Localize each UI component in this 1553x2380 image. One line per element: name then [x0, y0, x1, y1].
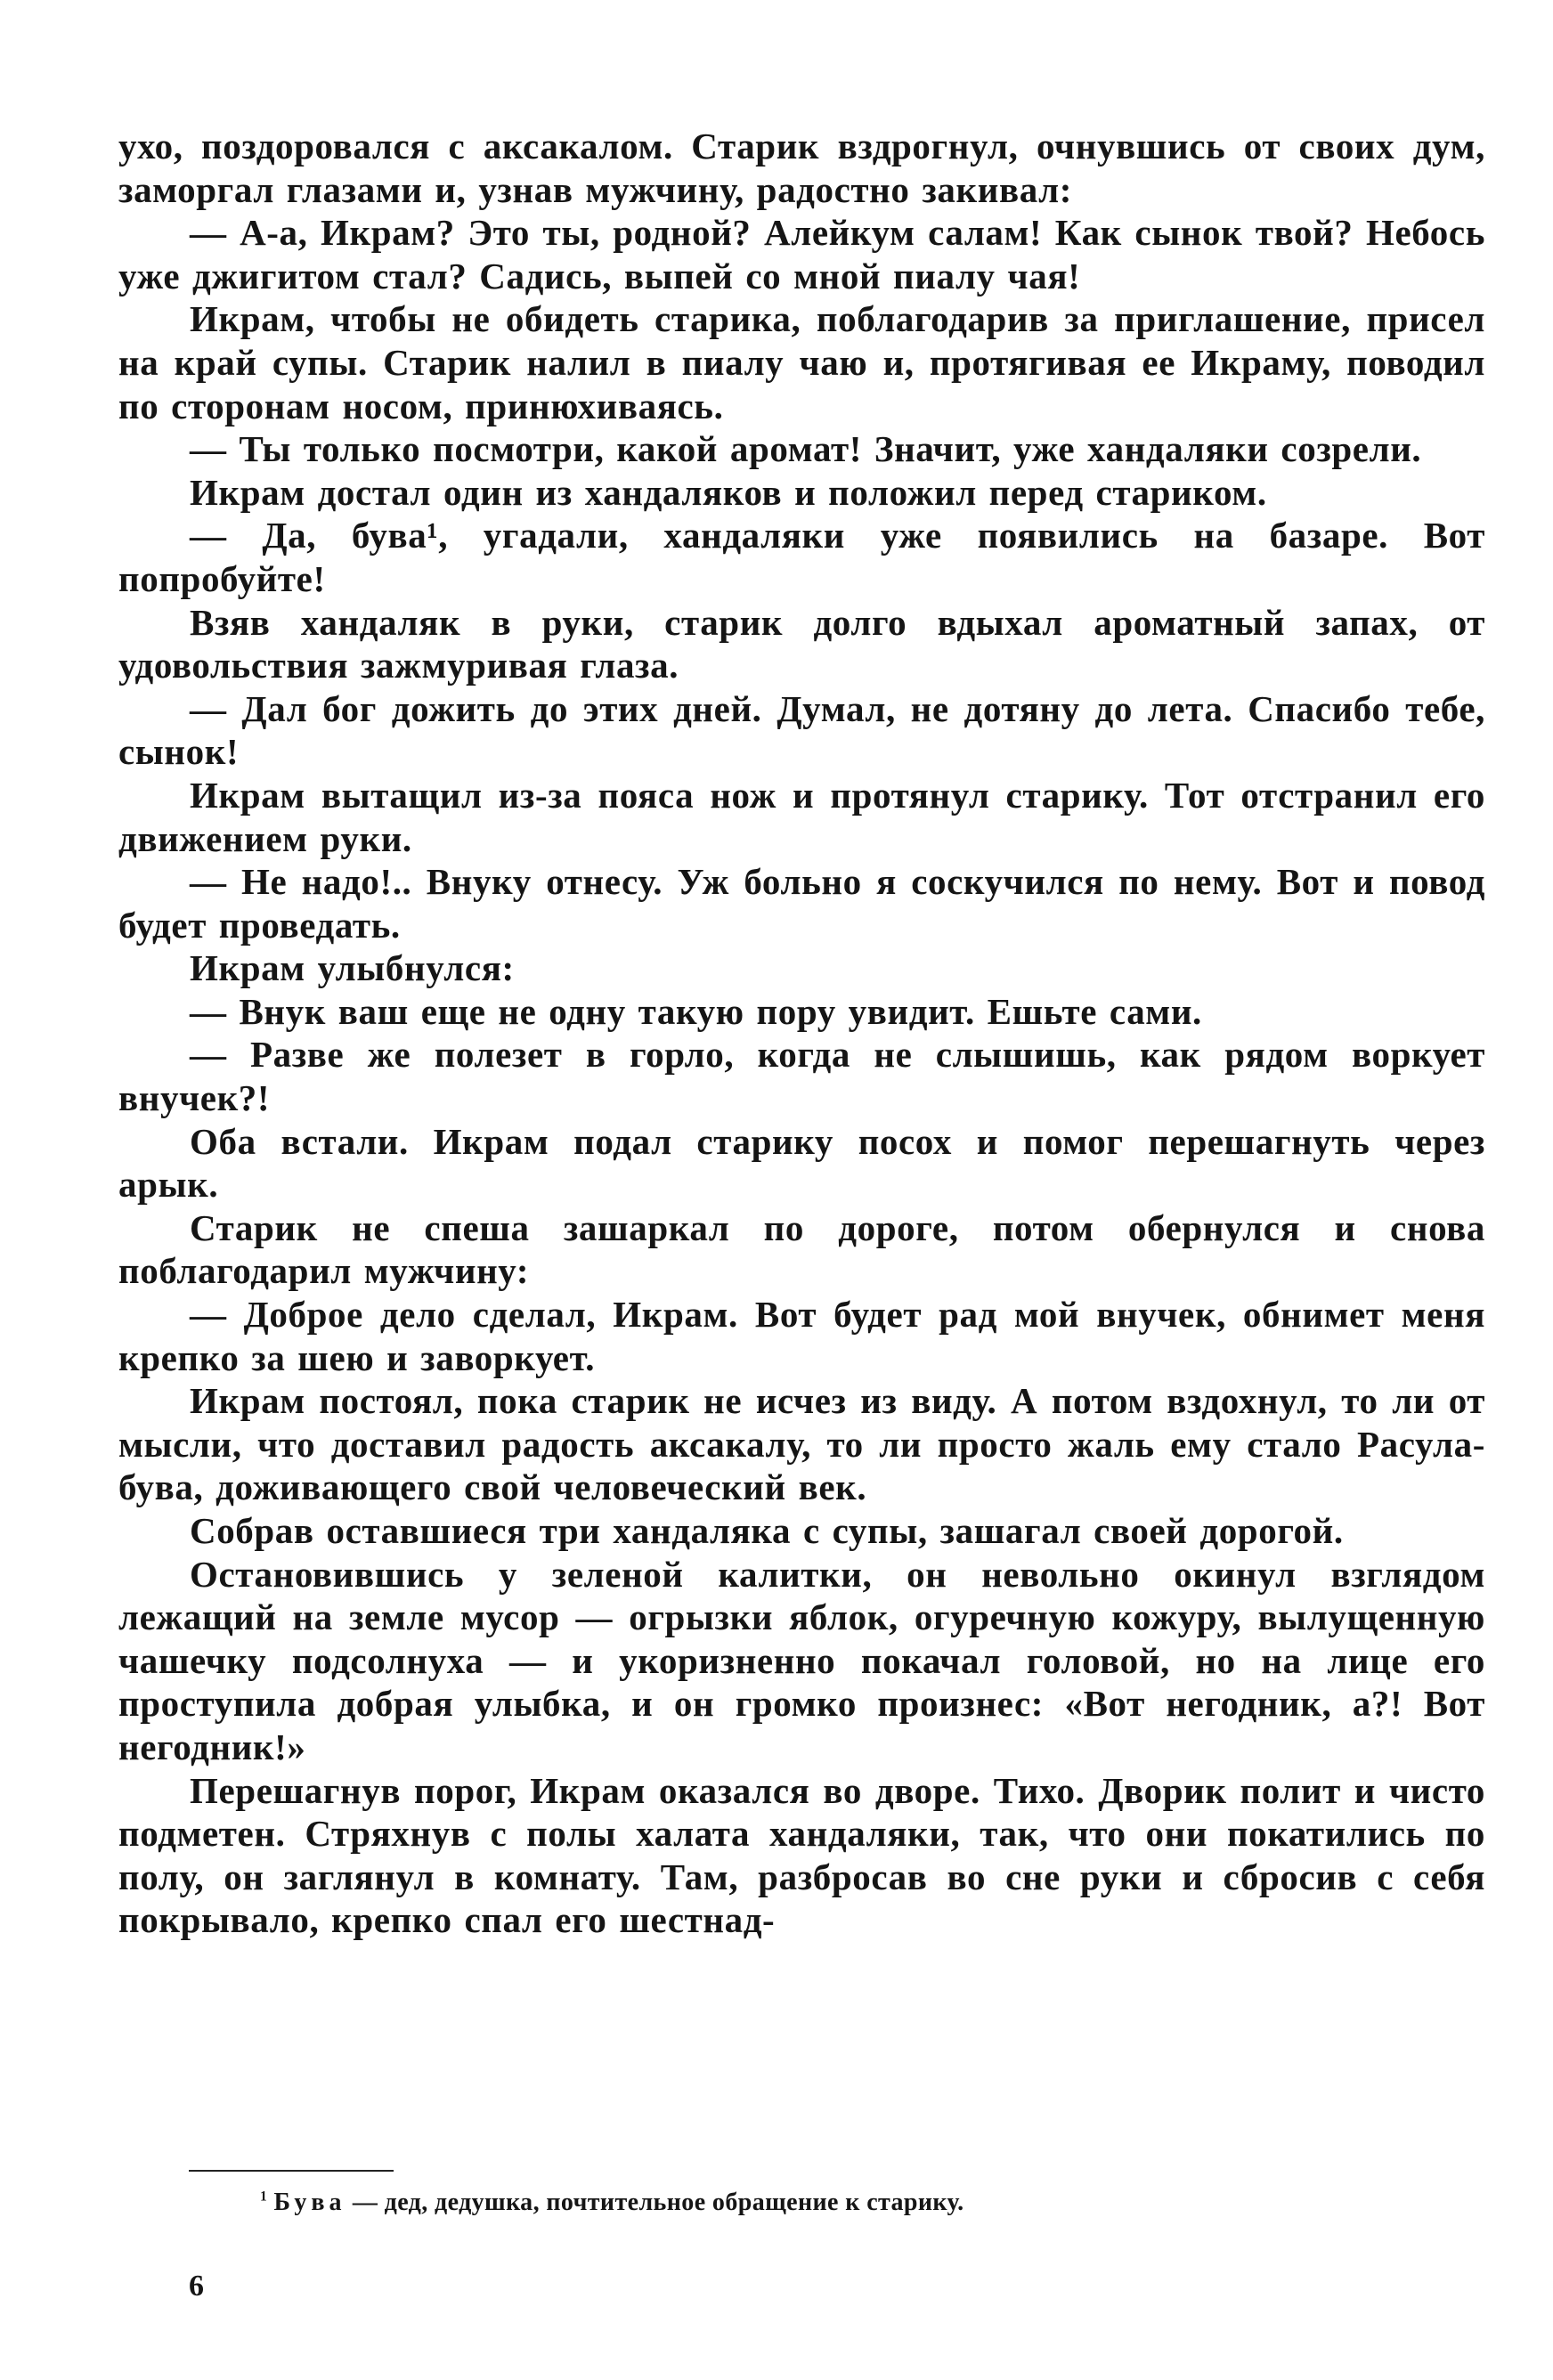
body-text [118, 125, 1485, 1942]
page-number: 6 [189, 2270, 204, 2303]
paragraph: — А-а, Икрам? Это ты, родной? Алейкум салам! Как сынок твой? Небось уже джигитом стал? Садись, выпей со мной пиалу чая! [118, 212, 1485, 296]
paragraph: Собрав оставшиеся три хандаляка с супы, зашагал своей дорогой. [190, 1510, 1344, 1551]
paragraph: Икрам достал один из хандаляков и положил перед стариком. [190, 471, 1267, 513]
paragraph: — Внук ваш еще не одну такую пору увидит. Ешьте сами. [190, 990, 1202, 1032]
paragraph: Взяв хандаляк в руки, старик долго вдыхал ароматный запах, от удовольствия зажмуривая глаза. [118, 601, 1485, 686]
paragraph: Икрам постоял, пока старик не исчез из виду. А потом вздохнул, то ли от мысли, что доставил радость аксакалу, то ли просто жаль ему стало Расула-бува, доживающего свой человеческий век. [118, 1380, 1485, 1508]
paragraph: — Ты только посмотри, какой аромат! Значит, уже хандаляки созрели. [190, 428, 1422, 470]
paragraph: Икрам улыбнулся: [190, 947, 515, 989]
footnote-definition: — дед, дедушка, почтительное обращение к старику. [352, 2189, 964, 2216]
footnote-divider [189, 2170, 394, 2172]
paragraph: ухо, поздоровался с аксакалом. Старик вздрогнул, очнувшись от своих дум, заморгал глазами и, узнав мужчину, радостно закивал: [118, 126, 1485, 210]
paragraph: — Не надо!.. Внуку отнесу. Уж больно я соскучился по нему. Вот и повод будет проведать. [118, 861, 1485, 946]
paragraph: Перешагнув порог, Икрам оказался во дворе. Тихо. Дворик полит и чисто подметен. Стряхнув с полы халата хандаляки, так, что они покатились по полу, он заглянул в комнату. Там, разбросав во сне руки и сбросив с себя покрывало, крепко спал его шестнад- [118, 1769, 1485, 1941]
footnote-mark: 1 [260, 2189, 268, 2205]
paragraph: — Да, бува¹, угадали, хандаляки уже появились на базаре. Вот попробуйте! [118, 515, 1485, 599]
paragraph: — Доброе дело сделал, Икрам. Вот будет рад мой внучек, обнимет меня крепко за шею и заворкует. [118, 1294, 1485, 1378]
footnote-term: Бува [273, 2189, 346, 2216]
paragraph: — Дал бог дожить до этих дней. Думал, не дотяну до лета. Спасибо тебе, сынок! [118, 687, 1485, 773]
paragraph: — Разве же полезет в горло, когда не слышишь, как рядом воркует внучек?! [118, 1034, 1485, 1119]
paragraph: Икрам, чтобы не обидеть старика, поблагодарив за приглашение, присел на край супы. Старик налил в пиалу чаю и, протягивая ее Икраму, поводил по сторонам носом, принюхиваясь. [118, 298, 1485, 426]
footnote [260, 2187, 1418, 2219]
paragraph: Икрам вытащил из-за пояса нож и протянул старику. Тот отстранил его движением руки. [118, 774, 1485, 859]
paragraph: Оба встали. Икрам подал старику посох и помог перешагнуть через арык. [118, 1120, 1485, 1206]
paragraph: Старик не спеша зашаркал по дороге, потом обернулся и снова поблагодарил мужчину: [118, 1206, 1485, 1292]
paragraph: Остановившись у зеленой калитки, он невольно окинул взглядом лежащий на земле мусор — огрызки яблок, огуречную кожуру, вылущенную чашечку подсолнуха — и укоризненно покачал головой, но на лице его проступила добрая улыбка, и он громко произнес: «Вот негодник, а?! Вот негодник!» [118, 1553, 1485, 1767]
